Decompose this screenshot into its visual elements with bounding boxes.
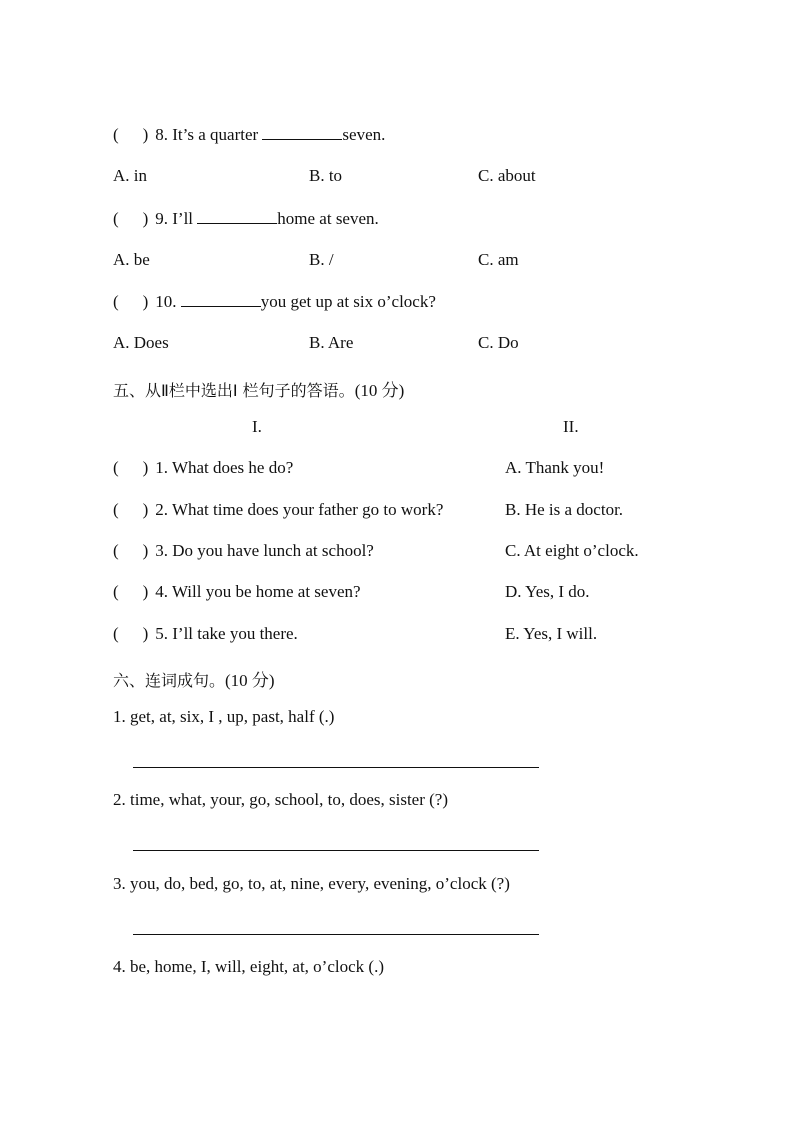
section-title: 五、从Ⅱ栏中选出Ⅰ 栏句子的答语。 [113, 381, 355, 400]
option-c: C. Do [478, 333, 519, 352]
reorder-item-4: 4. be, home, I, will, eight, at, o’clock (.) [113, 957, 384, 976]
match-answer: A. Thank you! [505, 458, 605, 477]
match-answer: B. He is a doctor. [505, 500, 624, 519]
match-row [113, 458, 293, 478]
match-row [113, 624, 298, 644]
question-number: 10. [155, 292, 177, 311]
option-b: B. / [309, 250, 334, 269]
reorder-item-2: 2. time, what, your, go, school, to, does, sister (?) [113, 790, 449, 809]
answer-paren[interactable]: ( ) [113, 541, 149, 560]
question-text-post: you get up at six o’clock? [260, 292, 436, 311]
section-score: (10 分) [225, 671, 275, 690]
match-row [113, 582, 361, 602]
match-answer: C. At eight o’clock. [505, 541, 639, 560]
question-number: 9. [155, 209, 168, 228]
option-c: C. about [478, 166, 536, 185]
question-text-pre: I’ll [172, 209, 194, 228]
answer-paren[interactable]: ( ) [113, 500, 149, 519]
answer-paren[interactable]: ( ) [113, 582, 149, 601]
section-5-heading [113, 376, 404, 401]
answer-paren[interactable]: ( ) [113, 292, 149, 311]
section-score: (10 分) [354, 381, 405, 400]
answer-line[interactable] [133, 767, 539, 768]
answer-line[interactable] [133, 934, 539, 935]
question-text-post: home at seven. [277, 209, 379, 228]
reorder-item-1: 1. get, at, six, I , up, past, half (.) [113, 707, 335, 726]
column-2-header: II. [563, 417, 579, 436]
match-answer: E. Yes, I will. [505, 624, 598, 643]
option-a: A. in [113, 166, 147, 185]
match-question: 3. Do you have lunch at school? [155, 541, 374, 560]
option-b: B. Are [309, 333, 354, 352]
match-answer: D. Yes, I do. [505, 582, 590, 601]
question-10 [113, 291, 436, 312]
question-text-pre: It’s a quarter [172, 125, 259, 144]
option-a: A. Does [113, 333, 169, 352]
answer-paren[interactable]: ( ) [113, 125, 149, 144]
option-b: B. to [309, 166, 343, 185]
match-row [113, 500, 443, 520]
match-question: 5. I’ll take you there. [155, 624, 298, 643]
section-6-heading [113, 666, 275, 691]
section-title: 六、连词成句。 [113, 671, 226, 690]
column-1-header: I. [252, 417, 262, 436]
option-a: A. be [113, 250, 150, 269]
match-question: 4. Will you be home at seven? [155, 582, 361, 601]
fill-blank[interactable] [262, 124, 342, 140]
question-number: 8. [155, 125, 168, 144]
fill-blank[interactable] [197, 208, 277, 224]
option-c: C. am [478, 250, 519, 269]
match-question: 2. What time does your father go to work? [155, 500, 444, 519]
question-8 [113, 124, 385, 145]
match-question: 1. What does he do? [155, 458, 294, 477]
answer-line[interactable] [133, 850, 539, 851]
reorder-item-3: 3. you, do, bed, go, to, at, nine, every, evening, o’clock (?) [113, 874, 510, 893]
answer-paren[interactable]: ( ) [113, 209, 149, 228]
match-row [113, 541, 374, 561]
fill-blank[interactable] [181, 291, 261, 307]
question-9 [113, 208, 379, 229]
question-text-post: seven. [342, 125, 386, 144]
answer-paren[interactable]: ( ) [113, 458, 149, 477]
answer-paren[interactable]: ( ) [113, 624, 149, 643]
